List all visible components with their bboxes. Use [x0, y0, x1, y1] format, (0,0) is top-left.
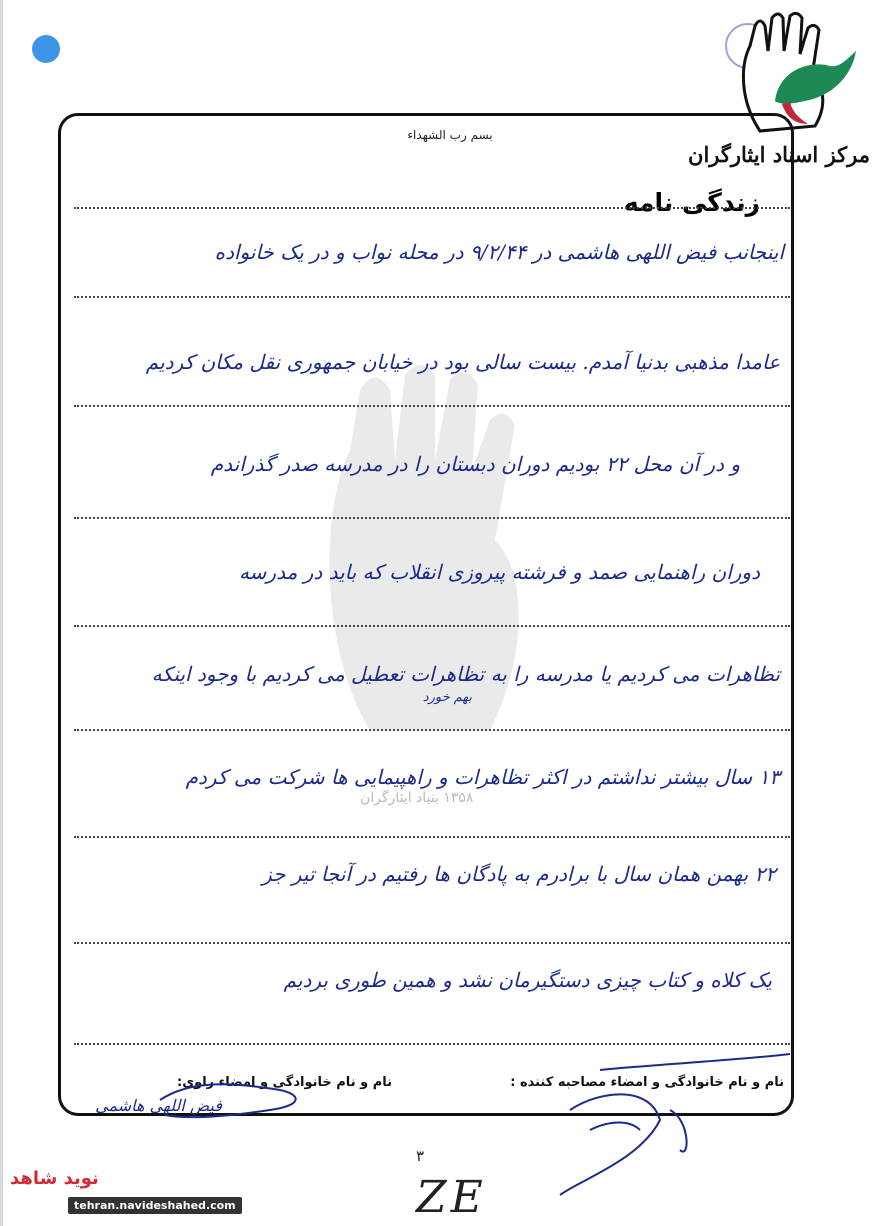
ruled-line	[74, 1043, 790, 1045]
handwritten-note: بهم خورد	[422, 690, 472, 705]
ruled-line	[74, 836, 790, 838]
ruled-line	[74, 942, 790, 944]
watermark-text: ۱۳۵۸ بنیاد ایثارگران	[360, 790, 474, 806]
blue-punch-hole	[32, 35, 60, 63]
org-name: مرکز اسناد ایثارگران	[688, 142, 870, 167]
handwritten-line: دوران راهنمایی صمد و فرشته پیروزی انقلاب که باید در مدرسه	[238, 560, 760, 584]
handwritten-line: ۲۲ بهمن همان سال با برادرم به پادگان ها رفتیم در آنجا تیر جز	[262, 862, 776, 886]
interviewer-signature-icon	[540, 1050, 800, 1200]
ruled-line	[74, 405, 790, 407]
handwritten-line: اینجانب فیض اللهی هاشمی در ۹/۲/۴۴ در محله نواب و در یک خانواده	[214, 240, 784, 264]
narrator-signature-label: نام و نام خانوادگی و امضاء راوی:	[177, 1075, 392, 1090]
site-logo: نوید شاهد	[10, 1168, 99, 1189]
ruled-line	[74, 729, 790, 731]
interviewer-signature-label: نام و نام خانوادگی و امضاء مصاحبه کننده :	[510, 1075, 784, 1090]
handwritten-line: عامدا مذهبی بدنیا آمدم. بیست سالی بود در خیابان جمهوری نقل مکان کردیم	[145, 350, 780, 374]
ruled-line	[74, 517, 790, 519]
handwritten-line: ۱۳ سال بیشتر نداشتم در اکثر تظاهرات و راهپیمایی ها شرکت می کردم	[185, 765, 780, 789]
document-title: زندگی نامه	[623, 188, 760, 217]
form-header: بسم رب الشهداء	[407, 128, 493, 142]
ruled-line	[74, 207, 790, 209]
page-number: ۳	[416, 1147, 425, 1165]
narrator-flourish-icon	[150, 1070, 310, 1130]
site-url: tehran.navideshahed.com	[68, 1197, 242, 1214]
handwritten-line: یک کلاه و کتاب چیزی دستگیرمان نشد و همین طوری بردیم	[283, 968, 772, 992]
handwritten-line: و در آن محل ۲۲ بودیم دوران دبستان را در مدرسه صدر گذراندم	[210, 452, 740, 476]
scan-edge	[0, 0, 3, 1226]
ruled-line	[74, 625, 790, 627]
ruled-line	[74, 296, 790, 298]
narrator-signature: فیض اللهی هاشمی	[95, 1096, 222, 1115]
handwritten-line: تظاهرات می کردیم یا مدرسه را به تظاهرات تعطیل می کردیم با وجود اینکه	[151, 662, 780, 686]
handwritten-code: ZE	[416, 1172, 487, 1223]
